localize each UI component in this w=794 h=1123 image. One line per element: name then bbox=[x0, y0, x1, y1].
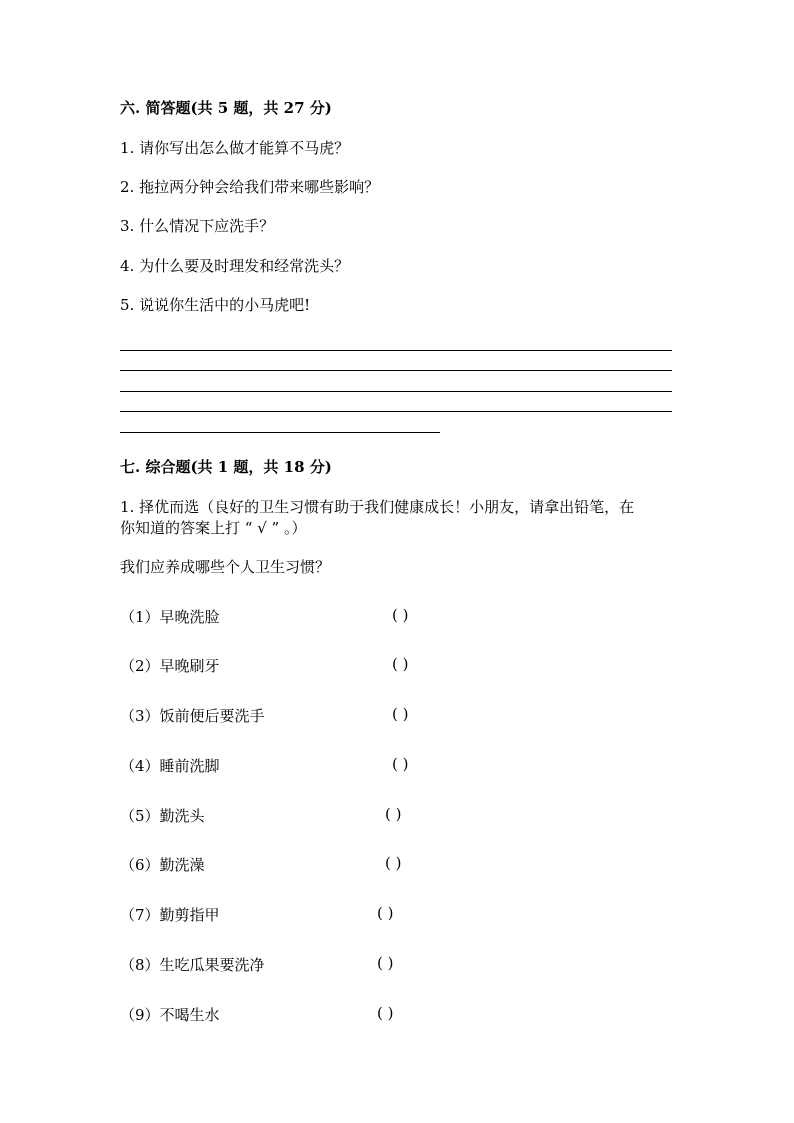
answer-line-3[interactable] bbox=[120, 391, 672, 392]
answer-line-5[interactable] bbox=[120, 432, 440, 433]
habit-item-7: （7）勤剪指甲 bbox=[120, 906, 220, 924]
answer-line-4[interactable] bbox=[120, 411, 672, 412]
question-4: 4. 为什么要及时理发和经常洗头？ bbox=[120, 257, 350, 275]
habit-item-3: （3）饭前便后要洗手 bbox=[120, 707, 265, 725]
habit-item-2: （2）早晚刷牙 bbox=[120, 657, 220, 675]
answer-line-1[interactable] bbox=[120, 350, 672, 351]
habit-answer-3[interactable]: ( ) bbox=[392, 705, 409, 723]
habit-answer-2[interactable]: ( ) bbox=[392, 655, 409, 673]
section7-prompt: 我们应养成哪些个人卫生习惯？ bbox=[120, 558, 331, 576]
habit-item-1: （1）早晚洗脸 bbox=[120, 608, 220, 626]
answer-line-2[interactable] bbox=[120, 370, 672, 371]
question-5: 5. 说说你生活中的小马虎吧! bbox=[120, 296, 311, 314]
section6-heading: 六. 简答题(共 5 题，共 27 分) bbox=[120, 99, 332, 117]
habit-answer-5[interactable]: ( ) bbox=[385, 805, 402, 823]
habit-answer-4[interactable]: ( ) bbox=[392, 755, 409, 773]
question-1: 1. 请你写出怎么做才能算不马虎？ bbox=[120, 139, 350, 157]
habit-item-8: （8）生吃瓜果要洗净 bbox=[120, 956, 265, 974]
question-3: 3. 什么情况下应洗手？ bbox=[120, 217, 275, 235]
habit-item-4: （4）睡前洗脚 bbox=[120, 757, 220, 775]
habit-item-6: （6）勤洗澡 bbox=[120, 856, 205, 874]
habit-item-9: （9）不喝生水 bbox=[120, 1006, 220, 1024]
habit-answer-8[interactable]: ( ) bbox=[377, 954, 394, 972]
section7-heading: 七. 综合题(共 1 题，共 18 分) bbox=[120, 458, 332, 476]
habit-answer-9[interactable]: ( ) bbox=[377, 1004, 394, 1022]
section7-question-line2: 你知道的答案上打 “ √ ” 。） bbox=[120, 519, 307, 537]
habit-answer-6[interactable]: ( ) bbox=[385, 854, 402, 872]
question-2: 2. 拖拉两分钟会给我们带来哪些影响？ bbox=[120, 178, 380, 196]
habit-answer-7[interactable]: ( ) bbox=[377, 904, 394, 922]
habit-answer-1[interactable]: ( ) bbox=[392, 606, 409, 624]
section7-question-line1: 1. 择优而选（良好的卫生习惯有助于我们健康成长！小朋友，请拿出铅笔，在 bbox=[120, 498, 635, 516]
habit-item-5: （5）勤洗头 bbox=[120, 807, 205, 825]
